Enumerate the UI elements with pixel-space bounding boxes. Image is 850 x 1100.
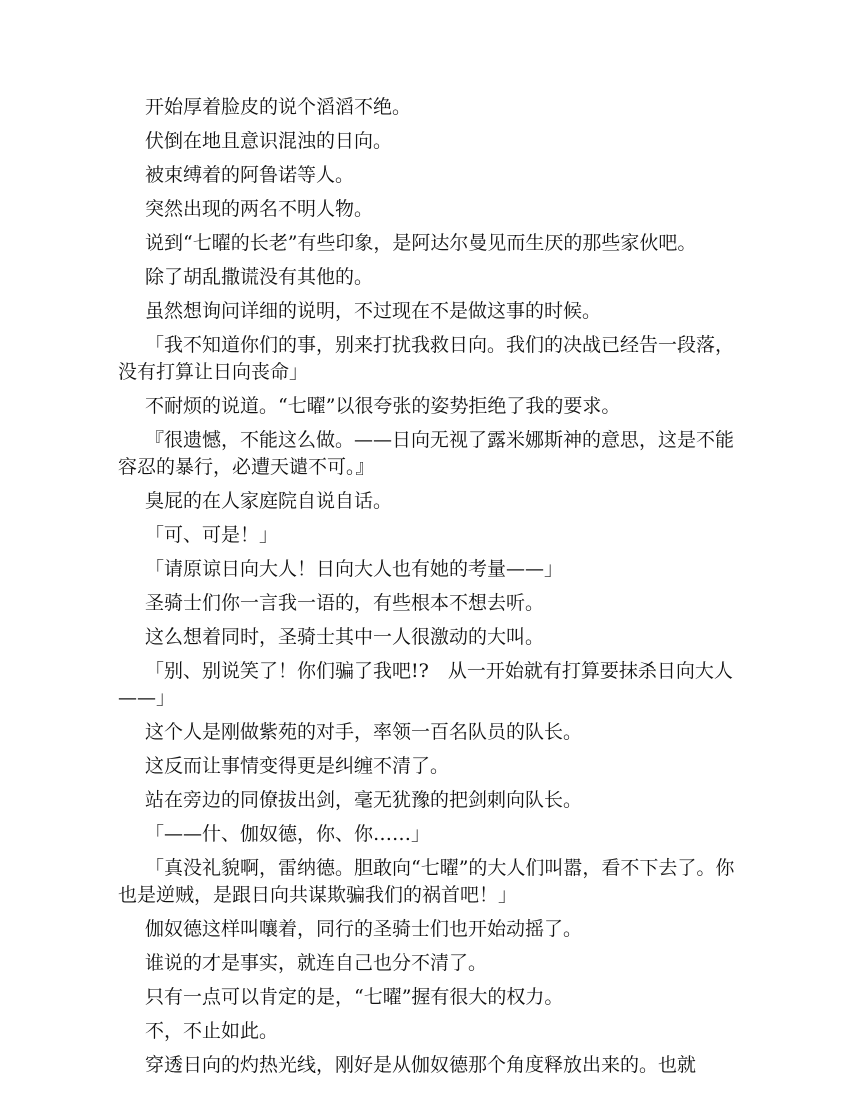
paragraph: 「别、别说笑了！你们骗了我吧!? 从一开始就有打算要抹杀日向大人——」 <box>118 660 733 709</box>
paragraph: 「可、可是！」 <box>145 524 279 546</box>
paragraph: 「请原谅日向大人！日向大人也有她的考量——」 <box>145 558 564 580</box>
paragraph: 臭屁的在人家庭院自说自话。 <box>145 490 393 512</box>
paragraph: 突然出现的两名不明人物。 <box>145 198 374 220</box>
paragraph: 不耐烦的说道。“七曜”以很夸张的姿势拒绝了我的要求。 <box>145 395 621 417</box>
paragraph: 被束缚着的阿鲁诺等人。 <box>145 164 355 186</box>
paragraph: 说到“七曜的长老”有些印象，是阿达尔曼见而生厌的那些家伙吧。 <box>145 232 697 254</box>
paragraph: 『很遗憾，不能这么做。——日向无视了露米娜斯神的意思，这是不能容忍的暴行，必遭天谴不可。』 <box>118 429 735 478</box>
paragraph: 除了胡乱撒谎没有其他的。 <box>145 266 374 288</box>
paragraph: 「我不知道你们的事，别来打扰我救日向。我们的决战已经告一段落，没有打算让日向丧命」 <box>118 334 735 383</box>
paragraph: 「真没礼貌啊，雷纳德。胆敢向“七曜”的大人们叫嚣，看不下去了。你也是逆贼，是跟日向共谋欺骗我们的祸首吧！」 <box>118 857 735 906</box>
paragraph: 这反而让事情变得更是纠缠不清了。 <box>145 755 450 777</box>
paragraph: 圣骑士们你一言我一语的，有些根本不想去听。 <box>145 592 545 614</box>
paragraph: 虽然想询问详细的说明，不过现在不是做这事的时候。 <box>145 300 602 322</box>
paragraph: 开始厚着脸皮的说个滔滔不绝。 <box>145 96 412 118</box>
paragraph: 站在旁边的同僚拔出剑，毫无犹豫的把剑刺向队长。 <box>145 789 583 811</box>
paragraph: 伽奴德这样叫嚷着，同行的圣骑士们也开始动摇了。 <box>145 918 583 940</box>
document-body <box>118 94 750 1086</box>
paragraph: 这么想着同时，圣骑士其中一人很激动的大叫。 <box>145 626 545 648</box>
paragraph: 只有一点可以肯定的是，“七曜”握有很大的权力。 <box>145 986 564 1008</box>
paragraph: 不，不止如此。 <box>145 1020 279 1042</box>
paragraph: 谁说的才是事实，就连自己也分不清了。 <box>145 952 488 974</box>
paragraph: 「——什、伽奴德，你、你……」 <box>145 823 431 845</box>
paragraph: 伏倒在地且意识混浊的日向。 <box>145 130 393 152</box>
paragraph: 这个人是刚做紫苑的对手，率领一百名队员的队长。 <box>145 721 583 743</box>
paragraph: 穿透日向的灼热光线，刚好是从伽奴德那个角度释放出来的。也就 <box>145 1054 697 1076</box>
